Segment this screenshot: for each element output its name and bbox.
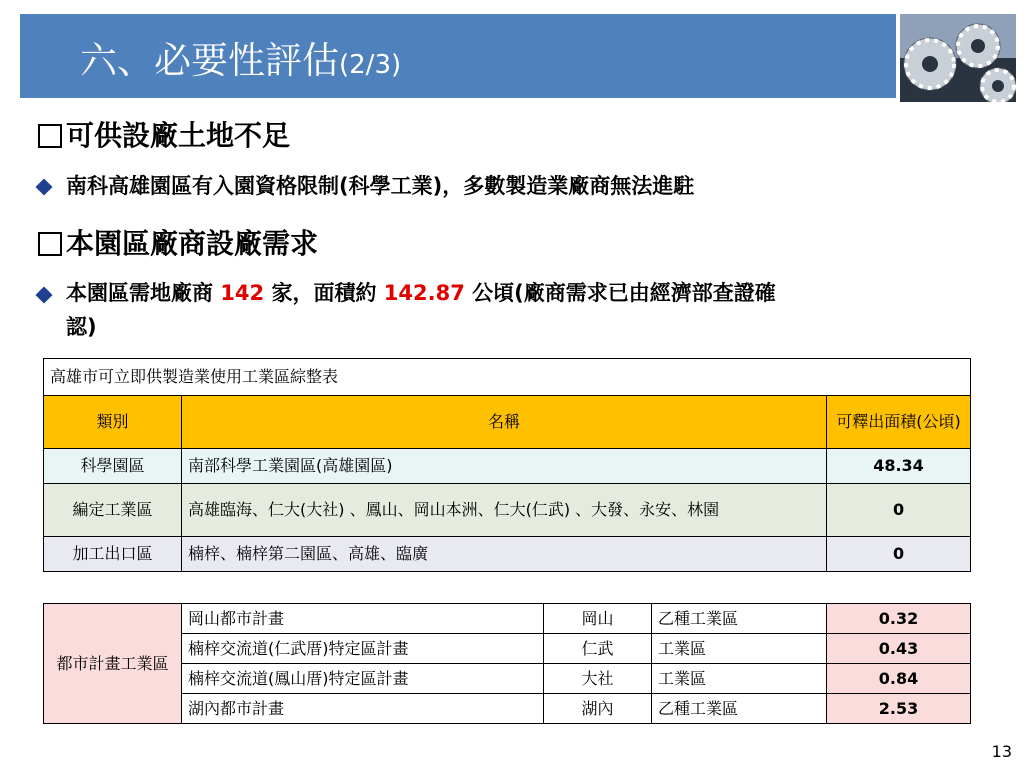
row-name: 岡山都市計畫 (182, 604, 544, 634)
firm-count: 142 (220, 281, 265, 305)
row-area: 2.53 (827, 694, 971, 724)
row-area: 0.84 (827, 664, 971, 694)
row-zone: 乙種工業區 (652, 604, 827, 634)
page-number: 13 (991, 742, 1012, 761)
row-district: 仁武 (544, 634, 652, 664)
row-zone: 乙種工業區 (652, 694, 827, 724)
row-area: 0.32 (827, 604, 971, 634)
row-zone: 工業區 (652, 634, 827, 664)
row-category: 都市計畫工業區 (44, 604, 182, 724)
section2-heading-text: 本園區廠商設廠需求 (66, 227, 319, 260)
industrial-zone-table (43, 358, 971, 572)
column-header-name: 名稱 (182, 396, 827, 449)
row-name: 楠梓、楠梓第二園區、高雄、臨廣 (182, 537, 827, 572)
section2-bullet-text-c: 公頃(廠商需求已由經濟部查證確 (464, 281, 776, 305)
diamond-bullet-icon (36, 287, 53, 304)
table-row (44, 694, 971, 724)
table-row (44, 449, 971, 484)
row-district: 岡山 (544, 604, 652, 634)
title-main: 六、必要性評估 (80, 39, 339, 82)
row-name: 楠梓交流道(仁武厝)特定區計畫 (182, 634, 544, 664)
section1-heading-text: 可供設廠土地不足 (66, 119, 291, 152)
row-area: 0 (827, 537, 971, 572)
table-row (44, 537, 971, 572)
section-heading-land-shortage (38, 114, 290, 154)
page-title (80, 30, 401, 84)
gears-image (900, 14, 1016, 102)
table-row (44, 634, 971, 664)
row-area: 0.43 (827, 634, 971, 664)
table-row (44, 664, 971, 694)
checkbox-square-icon (38, 232, 62, 256)
row-category: 科學園區 (44, 449, 182, 484)
section2-bullet-text-b: 家，面積約 (264, 281, 384, 305)
section-heading-demand (38, 222, 318, 262)
table-header-row (44, 396, 971, 449)
column-header-category: 類別 (44, 396, 182, 449)
table-row (44, 604, 971, 634)
row-category: 編定工業區 (44, 484, 182, 537)
section2-bullet-text-a: 本園區需地廠商 (66, 281, 221, 305)
row-area: 48.34 (827, 449, 971, 484)
checkbox-square-icon (38, 124, 62, 148)
section2-bullet (66, 277, 776, 309)
row-name: 楠梓交流道(鳳山厝)特定區計畫 (182, 664, 544, 694)
urban-plan-zone-table (43, 603, 971, 724)
row-name: 湖內都市計畫 (182, 694, 544, 724)
row-name: 南部科學工業園區(高雄園區) (182, 449, 827, 484)
column-header-area: 可釋出面積(公頃) (827, 396, 971, 449)
row-district: 湖內 (544, 694, 652, 724)
row-district: 大社 (544, 664, 652, 694)
title-suffix: (2/3) (339, 50, 402, 80)
table-caption: 高雄市可立即供製造業使用工業區綜整表 (44, 359, 971, 396)
section2-bullet-line2: 認) (66, 315, 97, 339)
row-name: 高雄臨海、仁大(大社) 、鳳山、岡山本洲、仁大(仁武) 、大發、永安、林園 (182, 484, 827, 537)
section1-bullet: 南科高雄園區有入園資格限制(科學工業)，多數製造業廠商無法進駐 (66, 174, 695, 198)
table-row (44, 484, 971, 537)
row-zone: 工業區 (652, 664, 827, 694)
area-total: 142.87 (383, 281, 465, 305)
row-area: 0 (827, 484, 971, 537)
diamond-bullet-icon (36, 179, 53, 196)
row-category: 加工出口區 (44, 537, 182, 572)
